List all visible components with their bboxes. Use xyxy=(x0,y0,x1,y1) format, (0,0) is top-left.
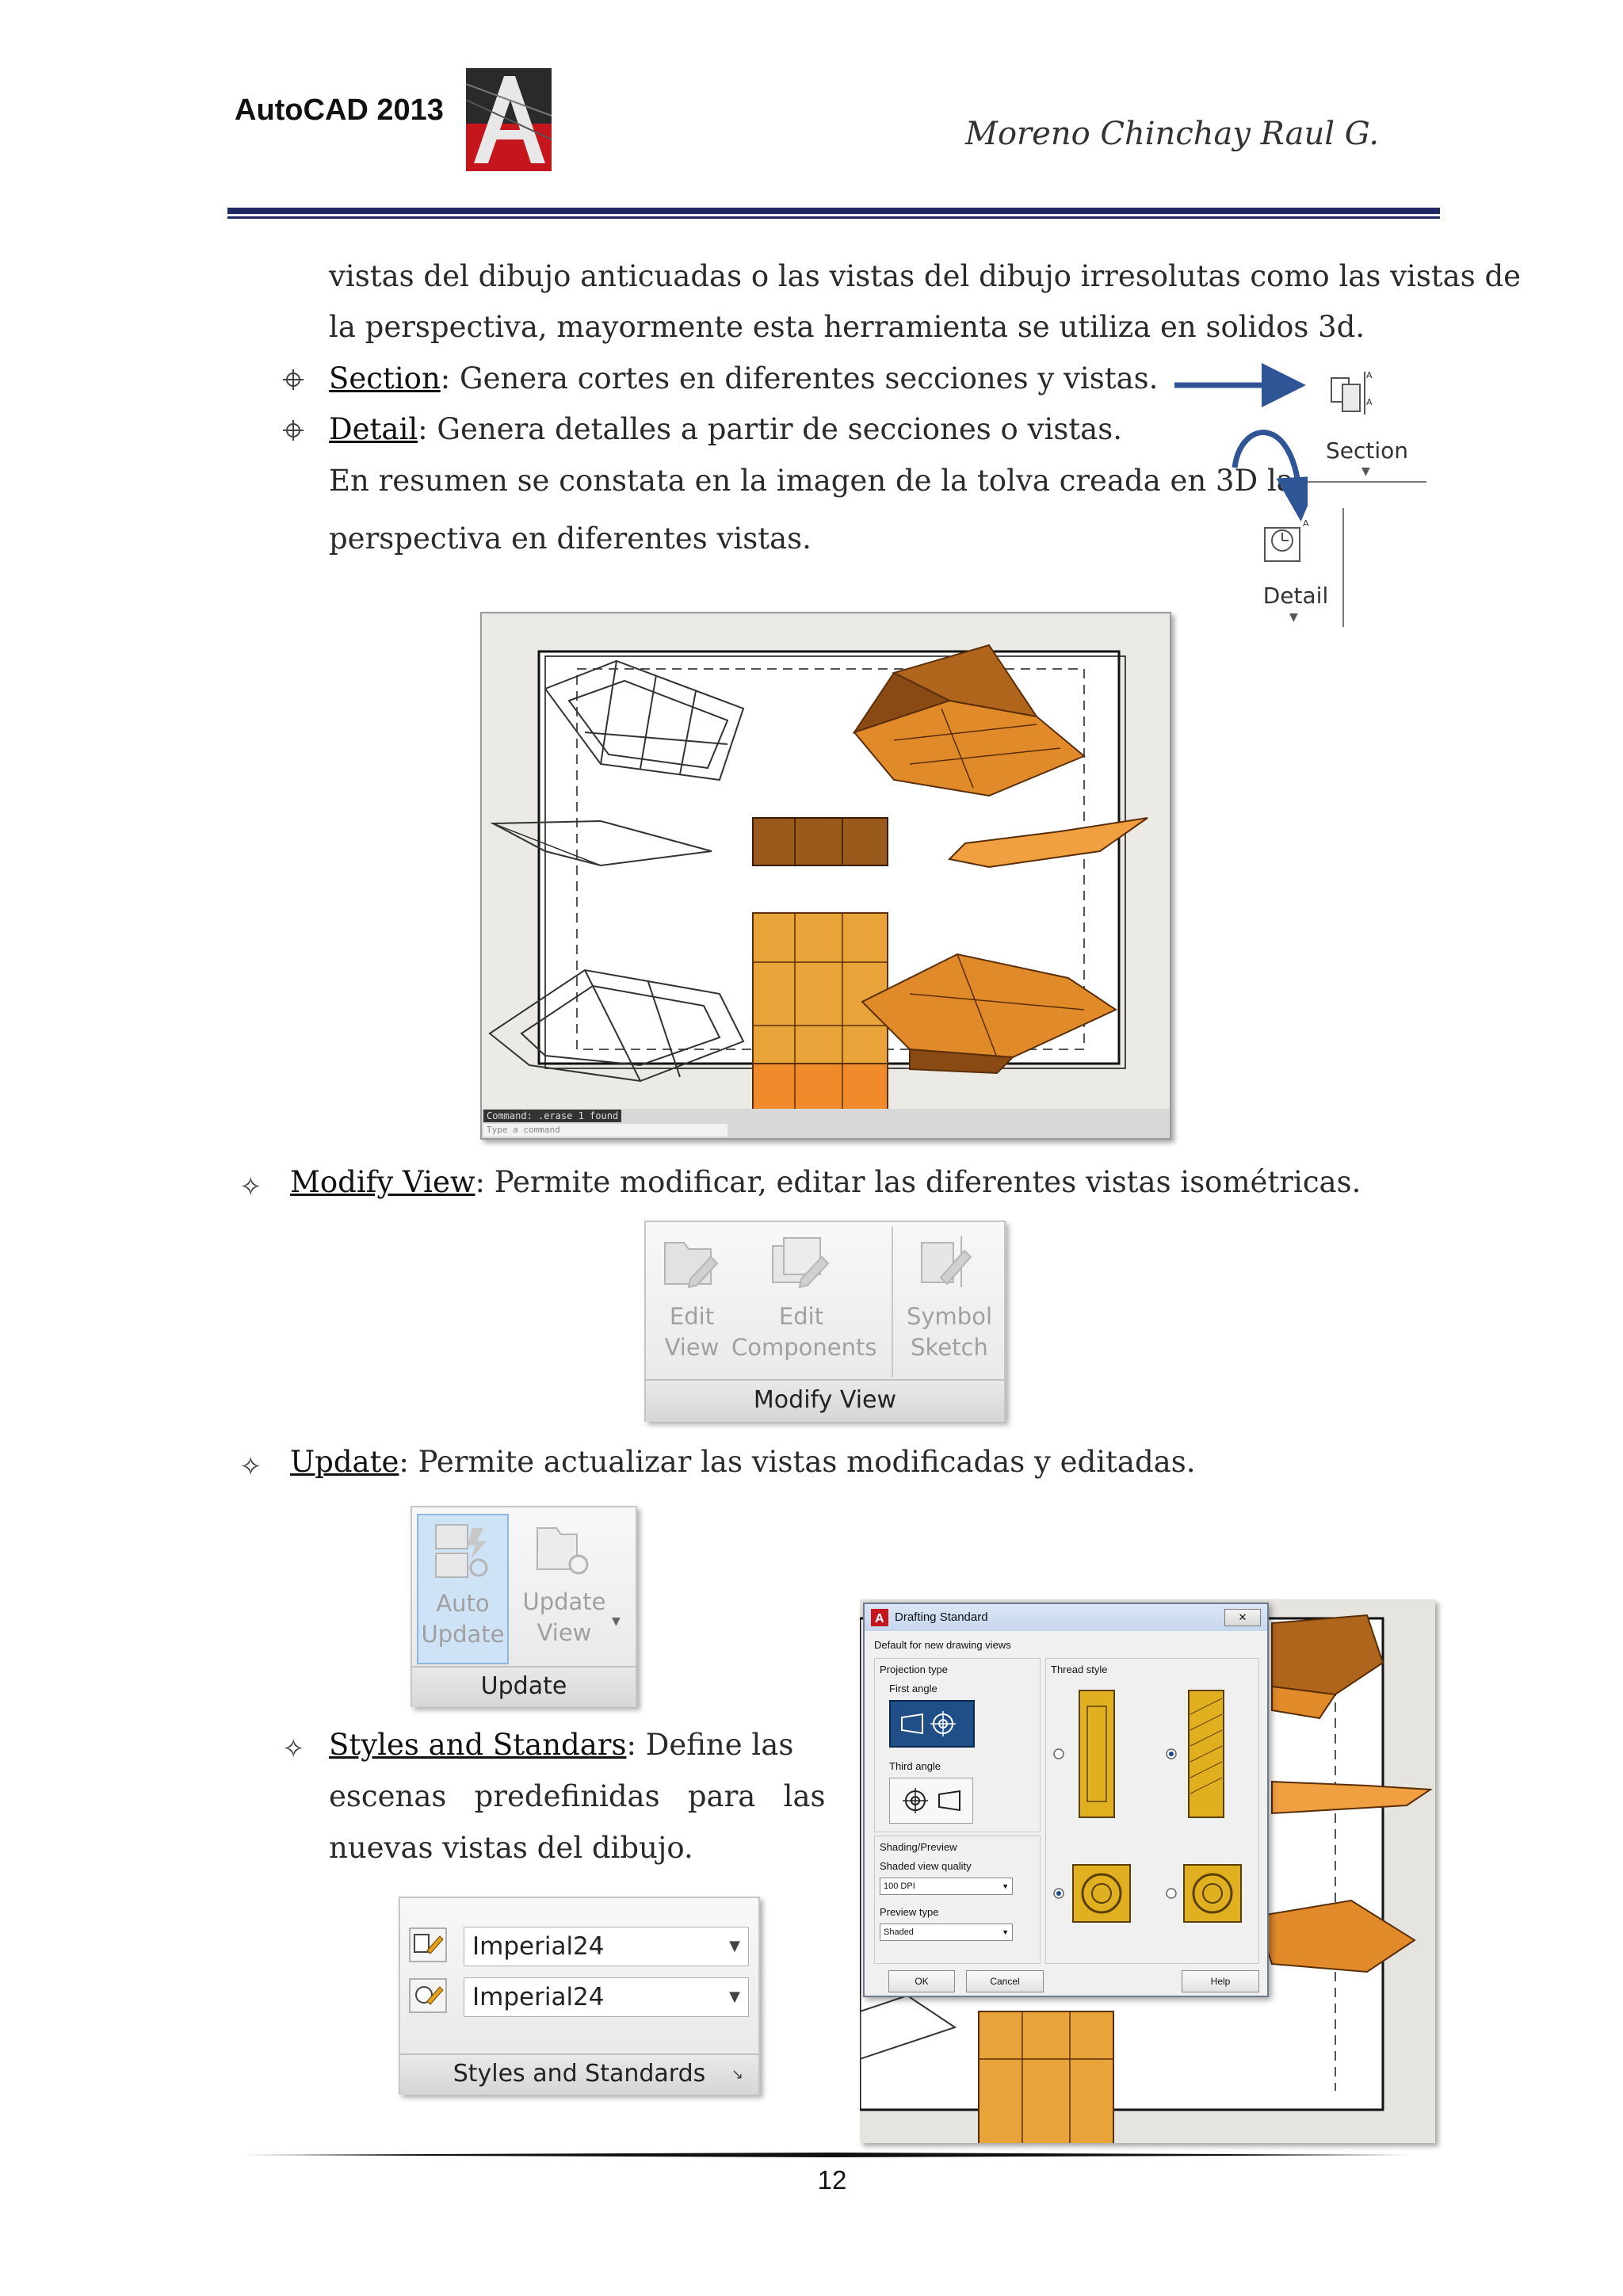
symbol-sketch-button[interactable] xyxy=(898,1301,1001,1363)
autocad-app-icon xyxy=(871,1609,888,1626)
update-item xyxy=(290,1445,1195,1480)
dialog-title: Drafting Standard xyxy=(895,1610,988,1624)
update-panel xyxy=(411,1506,637,1707)
ribbon-divider xyxy=(1308,481,1426,483)
modify-view-item xyxy=(290,1165,1361,1200)
thread-style-options[interactable] xyxy=(1046,1683,1258,1960)
edit-components-label-1: Edit xyxy=(778,1303,824,1330)
drafting-standard-dialog xyxy=(863,1603,1269,1997)
shaded-view-quality-select[interactable] xyxy=(880,1878,1013,1895)
command-input[interactable]: Type a command xyxy=(483,1124,727,1137)
chevron-down-icon: ▼ xyxy=(1002,1928,1009,1936)
third-angle-label: Third angle xyxy=(889,1760,941,1772)
shading-preview-label: Shading/Preview xyxy=(880,1841,957,1853)
auto-update-label-2: Update xyxy=(421,1621,505,1648)
help-button[interactable]: Help xyxy=(1182,1970,1259,1992)
intro-line-2: la perspectiva, mayormente esta herramienta se utiliza en solidos 3d. xyxy=(329,310,1365,344)
styles-term: Styles and Standars xyxy=(329,1728,627,1762)
update-desc: : Permite actualizar las vistas modificadas y editadas. xyxy=(399,1445,1196,1479)
detail-style-select[interactable] xyxy=(464,1977,749,2017)
modify-view-panel xyxy=(644,1221,1006,1422)
update-panel-title: Update xyxy=(412,1666,636,1707)
summary-line-2: perspectiva en diferentes vistas. xyxy=(329,521,812,556)
shading-preview-group xyxy=(874,1836,1041,1964)
update-view-icon[interactable] xyxy=(533,1523,593,1579)
detail-item xyxy=(329,412,1122,447)
section-style-icon[interactable] xyxy=(408,1927,448,1963)
symbol-sketch-label-1: Symbol xyxy=(906,1303,993,1330)
modify-view-panel-title: Modify View xyxy=(646,1379,1004,1422)
styles-standards-panel-title xyxy=(400,2053,758,2095)
crosshair-bullet-icon xyxy=(283,369,304,390)
star-bullet-icon: ✧ xyxy=(239,1451,262,1483)
command-line-history: Command: .erase 1 found xyxy=(483,1110,621,1122)
shaded-view-quality-label: Shaded view quality xyxy=(880,1860,972,1872)
drafting-standard-image xyxy=(860,1599,1435,2143)
symbol-sketch-icon[interactable] xyxy=(917,1232,977,1290)
star-bullet-icon: ✧ xyxy=(239,1171,262,1203)
section-icon[interactable] xyxy=(1330,369,1377,419)
edit-view-label-1: Edit xyxy=(669,1303,715,1330)
edit-view-button[interactable] xyxy=(646,1301,738,1363)
first-angle-icon xyxy=(891,1702,973,1746)
styles-item-line-3: nuevas vistas del dibujo. xyxy=(329,1831,693,1865)
modify-view-term: Modify View xyxy=(290,1165,475,1199)
update-view-label-2: View xyxy=(537,1619,592,1647)
edit-view-icon[interactable] xyxy=(662,1235,720,1290)
projection-type-group xyxy=(874,1658,1041,1832)
cancel-button[interactable]: Cancel xyxy=(966,1970,1044,1992)
chevron-down-icon[interactable]: ▼ xyxy=(612,1615,621,1628)
svg-text:A: A xyxy=(875,1612,884,1626)
third-angle-icon xyxy=(890,1778,972,1823)
svg-text:A: A xyxy=(1366,397,1373,407)
symbol-sketch-label-2: Sketch xyxy=(911,1334,988,1362)
close-icon[interactable]: ✕ xyxy=(1224,1609,1261,1626)
dialog-launcher-icon[interactable]: ↘ xyxy=(731,2066,744,2083)
styles-item-line-2: escenas predefinidas para las xyxy=(329,1779,826,1813)
header-rule xyxy=(227,208,1440,214)
styles-desc: : Define las xyxy=(626,1728,794,1762)
first-angle-button[interactable] xyxy=(889,1700,975,1748)
pointer-arrows xyxy=(1165,349,1308,523)
autocad-logo xyxy=(466,68,552,171)
thread-style-group xyxy=(1045,1658,1259,1964)
header-rule-thin xyxy=(227,216,1440,219)
crosshair-bullet-icon xyxy=(283,420,304,441)
update-view-label-1: Update xyxy=(522,1588,606,1615)
auto-update-label-1: Auto xyxy=(436,1590,490,1617)
section-item xyxy=(329,361,1158,396)
panel-separator xyxy=(892,1227,893,1377)
drawing-canvas xyxy=(482,613,1170,1138)
intro-line-1: vistas del dibujo anticuadas o las vistas del dibujo irresolutas como las vistas de xyxy=(329,259,1522,293)
section-desc: : Genera cortes en diferentes secciones y vistas. xyxy=(440,361,1159,395)
footer-rule xyxy=(242,2153,1419,2157)
section-style-select[interactable] xyxy=(464,1927,749,1966)
section-style-value: Imperial24 xyxy=(472,1932,605,1961)
preview-type-label: Preview type xyxy=(880,1906,939,1918)
detail-style-value: Imperial24 xyxy=(472,1983,605,2011)
detail-button-label[interactable]: Detail xyxy=(1262,583,1329,609)
detail-term: Detail xyxy=(329,412,418,446)
summary-line-1: En resumen se constata en la imagen de la tolva creada en 3D la xyxy=(329,464,1294,498)
svg-text:A: A xyxy=(1366,370,1373,380)
header-app-title: AutoCAD 2013 xyxy=(235,94,444,127)
page-number: 12 xyxy=(817,2165,847,2195)
preview-value: Shaded xyxy=(884,1927,914,1937)
first-angle-label: First angle xyxy=(889,1683,938,1694)
edit-components-label-2: Components xyxy=(731,1334,877,1362)
chevron-down-icon[interactable]: ▼ xyxy=(1361,465,1370,478)
edit-components-button[interactable] xyxy=(731,1301,877,1363)
detail-desc: : Genera detalles a partir de secciones o vistas. xyxy=(418,412,1122,446)
detail-style-icon[interactable] xyxy=(408,1977,448,2014)
update-view-button[interactable] xyxy=(509,1587,620,1648)
edit-view-label-2: View xyxy=(664,1334,720,1362)
styles-standards-panel xyxy=(399,1897,760,2095)
ok-button[interactable]: OK xyxy=(888,1970,955,1992)
dialog-subtitle: Default for new drawing views xyxy=(874,1639,1011,1651)
third-angle-button[interactable] xyxy=(889,1778,973,1824)
styles-item-line-1 xyxy=(329,1728,793,1763)
chevron-down-icon[interactable]: ▼ xyxy=(729,1988,740,2005)
header-author: Moreno Chinchay Raul G. xyxy=(965,116,1380,152)
update-term: Update xyxy=(290,1445,399,1479)
detail-icon[interactable] xyxy=(1260,515,1316,566)
thread-style-label: Thread style xyxy=(1051,1664,1108,1675)
tolva-views-image xyxy=(480,612,1171,1140)
projection-type-label: Projection type xyxy=(880,1664,948,1675)
dialog-titlebar xyxy=(865,1604,1267,1631)
svg-text:A: A xyxy=(1303,518,1309,529)
styles-standards-title: Styles and Standards xyxy=(453,2060,706,2088)
section-detail-ribbon xyxy=(1262,361,1426,630)
section-button-label[interactable]: Section xyxy=(1325,437,1409,464)
auto-update-icon xyxy=(431,1520,495,1584)
auto-update-button[interactable] xyxy=(417,1514,509,1664)
star-bullet-icon: ✧ xyxy=(282,1733,305,1765)
section-term: Section xyxy=(329,361,441,395)
chevron-down-icon[interactable]: ▼ xyxy=(1289,611,1298,624)
chevron-down-icon: ▼ xyxy=(1002,1882,1009,1890)
quality-value: 100 DPI xyxy=(884,1881,915,1891)
ribbon-divider-vertical xyxy=(1342,508,1344,627)
preview-type-select[interactable] xyxy=(880,1924,1013,1941)
chevron-down-icon[interactable]: ▼ xyxy=(729,1938,740,1954)
modify-view-desc: : Permite modificar, editar las diferentes vistas isométricas. xyxy=(475,1165,1361,1199)
edit-components-icon[interactable] xyxy=(769,1235,833,1290)
